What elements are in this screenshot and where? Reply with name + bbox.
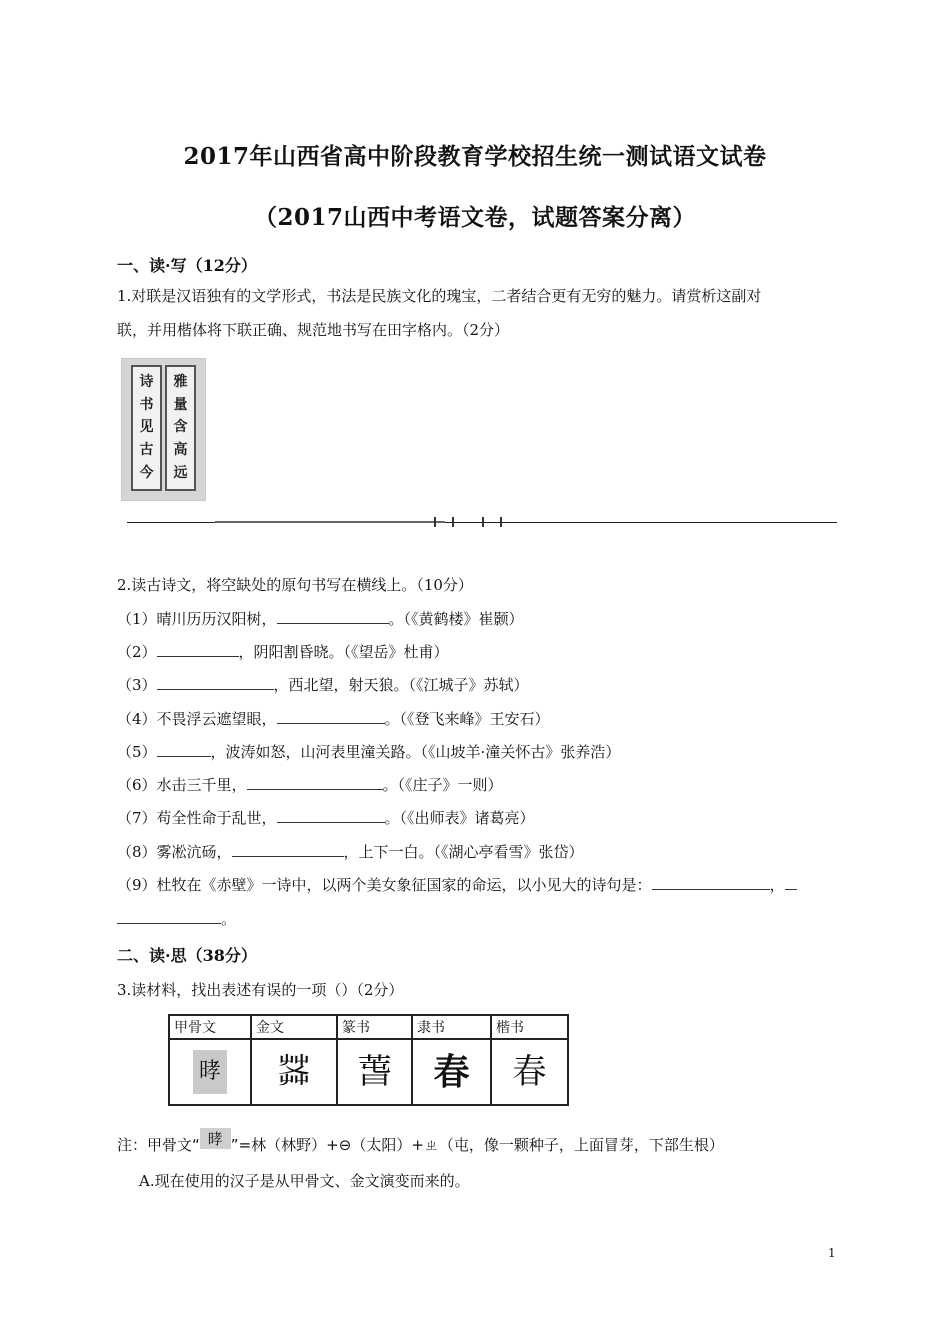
q2-item-1 [117,608,524,629]
oracle-bone-glyph: 㫴 [193,1050,227,1094]
table-header: 隶书 [412,1015,491,1039]
couplet-lower-scroll [131,365,162,491]
answer-blank[interactable] [277,808,385,823]
regular-glyph: 春 [512,1052,547,1092]
writing-grid-line-thick [215,521,445,523]
item-pre: （9）杜牧在《赤壁》一诗中，以两个美女象征国家的命运，以小见大的诗句是： [117,876,652,894]
oracle-bone-inline-glyph: 㫴 [200,1128,231,1149]
answer-blank[interactable] [277,609,389,624]
couplet-char: 雅 [173,373,188,390]
clerical-cell [412,1039,491,1105]
item-post: 。（《庄子》一则） [382,776,503,794]
note-prefix: 注：甲骨文“ [117,1136,200,1154]
q2-item-5 [117,741,620,762]
oracle-bone-cell [169,1039,251,1105]
item-post: ，上下一白。（《湖心亭看雪》张岱） [343,843,584,861]
item-post: ，西北望，射天狼。（《江城子》苏轼） [273,676,529,694]
item-pre: （3） [117,676,157,694]
item-post: ，波涛如怒，山河表里潼关路。（《山坡羊·潼关怀古》张养浩） [210,743,621,761]
item-post: 。（《登飞来峰》王安石） [384,710,550,728]
q2-item-6 [117,774,503,795]
seal-glyph: 萅 [357,1052,392,1092]
page-number: 1 [828,1246,836,1260]
lin-glyph: 林 [251,1136,267,1154]
q3-option-a: A.现在使用的汉子是从甲骨文、金文演变而来的。 [139,1172,470,1190]
note-lin: （林野）+ [266,1136,339,1154]
document-subtitle: （2017山西中考语文卷，试题答案分离） [253,204,696,231]
q3-note [117,1128,724,1155]
q1-text-line-2: 联，并用楷体将下联正确、规范地书写在田字格内。（2分） [117,321,510,339]
couplet-char: 含 [173,419,188,436]
item-pre: （6）水击三千里， [117,776,247,794]
q2-item-4 [117,708,550,729]
table-header: 甲骨文 [169,1015,251,1039]
item-pre: （2） [117,643,157,661]
answer-blank[interactable] [157,675,274,690]
item-post: 。（《黄鹤楼》崔颢） [388,610,524,628]
q2-item-9 [117,874,797,895]
item-post: ，阴阳割昏晓。（《望岳》杜甫） [238,643,449,661]
q2-item-9-continued [117,908,236,929]
grid-tick [500,517,502,527]
script-evolution-table [168,1014,569,1106]
regular-cell [491,1039,568,1105]
q2-item-2 [117,641,449,662]
answer-blank[interactable] [277,709,385,724]
q3-intro: 3.读材料，找出表述有误的一项（）（2分） [117,981,404,999]
q1-text-line-1: 1.对联是汉语独有的文学形式，书法是民族文化的瑰宝，二者结合更有无穷的魅力。请赏析这副对 [117,287,762,305]
couplet-char: 今 [139,465,154,482]
couplet-upper-scroll [165,365,196,491]
answer-blank[interactable] [247,775,383,790]
tun-glyph: ㄓ [423,1136,439,1154]
grid-tick [452,517,454,527]
answer-blank[interactable] [157,642,239,657]
note-equals: ”= [230,1136,252,1154]
section-2-heading: 二、读·思（38分） [117,946,257,965]
couplet-char: 诗 [139,373,154,390]
item-end: 。 [221,910,237,928]
answer-blank[interactable] [232,842,344,857]
table-header: 篆书 [337,1015,412,1039]
table-header: 金文 [251,1015,337,1039]
note-sun: （太阳）+ [351,1136,424,1154]
document-title: 2017年山西省高中阶段教育学校招生统一测试语文试卷 [183,143,767,170]
bronze-glyph: 𦱹 [277,1052,311,1092]
table-header: 楷书 [491,1015,568,1039]
bronze-cell [251,1039,337,1105]
couplet-char: 高 [173,442,188,459]
clerical-glyph: 春 [433,1051,470,1093]
q2-item-3 [117,674,529,695]
couplet-char: 量 [173,396,188,413]
couplet-char: 古 [139,442,154,459]
answer-blank[interactable] [652,875,770,890]
q2-item-7 [117,807,535,828]
grid-tick [434,517,436,527]
couplet-image [121,358,206,501]
item-post: ， [769,876,785,894]
seal-cell [337,1039,412,1105]
item-pre: （4）不畏浮云遮望眼， [117,710,277,728]
item-pre: （7）苟全性命于乱世， [117,809,277,827]
section-1-heading: 一、读·写（12分） [117,256,257,275]
sun-glyph: ⊖ [338,1136,352,1154]
couplet-char: 远 [173,465,188,482]
grid-tick [482,517,484,527]
item-post: 。（《出师表》诸葛亮） [384,809,535,827]
item-pre: （5） [117,743,157,761]
answer-blank[interactable] [157,742,211,757]
note-tun: （屯，像一颗种子，上面冒芽，下部生根） [438,1136,724,1154]
q2-intro: 2.读古诗文，将空缺处的原句书写在横线上。（10分） [117,576,473,594]
answer-blank[interactable] [117,909,221,924]
couplet-char: 见 [139,419,154,436]
couplet-char: 书 [139,396,154,413]
item-pre: （8）雾凇沆砀， [117,843,232,861]
answer-blank[interactable] [785,875,797,890]
item-pre: （1）晴川历历汉阳树， [117,610,277,628]
q2-item-8 [117,841,584,862]
